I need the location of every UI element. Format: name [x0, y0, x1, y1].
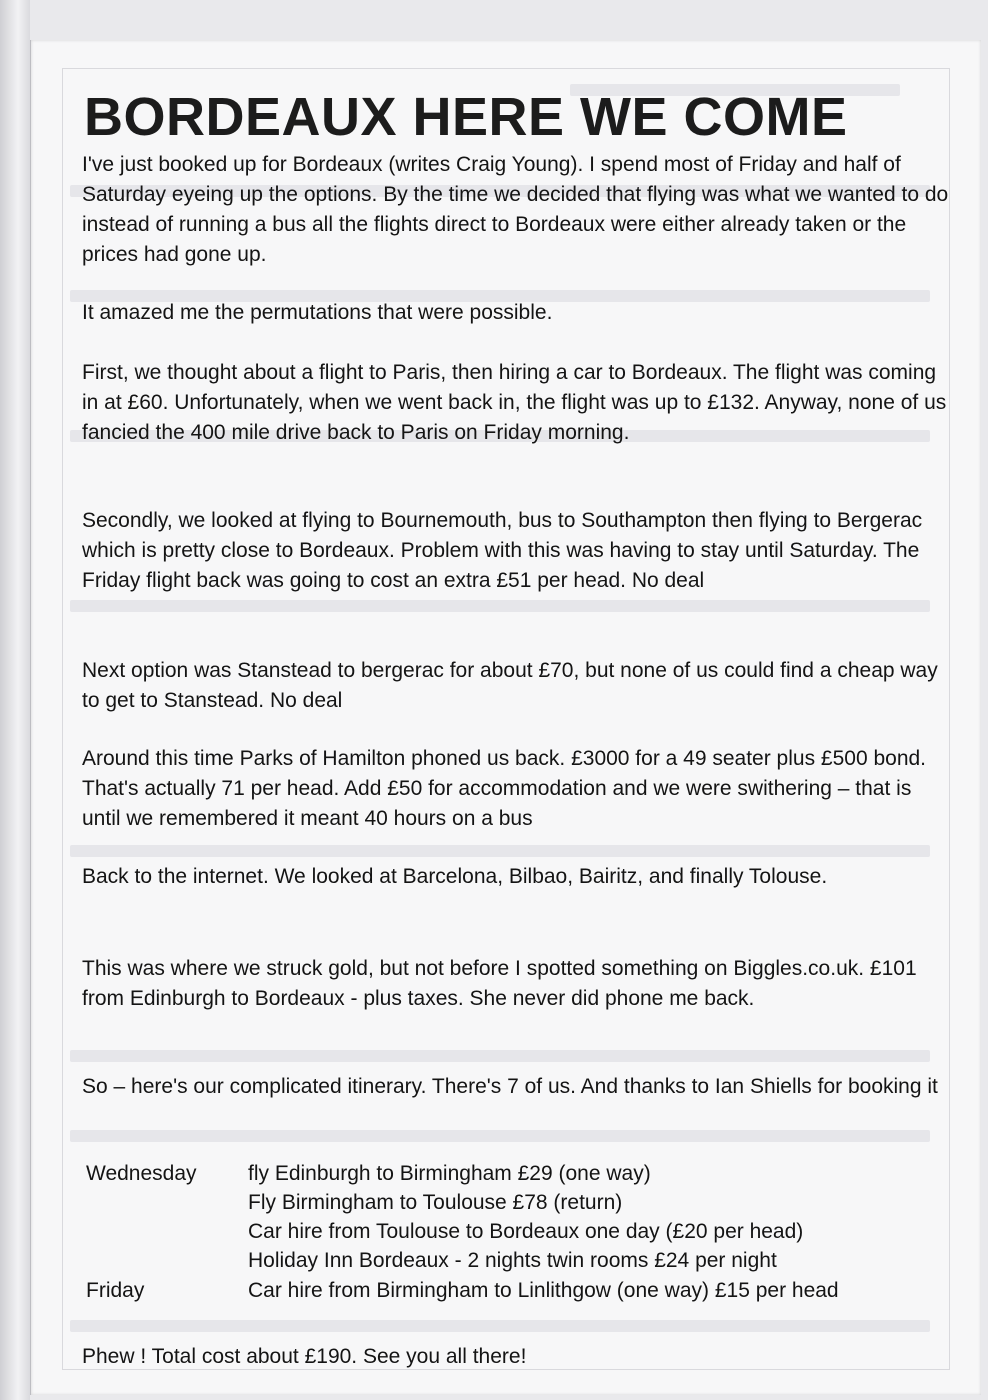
itinerary-row — [86, 1191, 956, 1221]
itinerary-row — [86, 1279, 956, 1309]
itinerary-item: Car hire from Toulouse to Bordeaux one day (£20 per head) — [248, 1220, 804, 1243]
article-title: BORDEAUX HERE WE COME — [84, 87, 848, 147]
paragraph-bergerac-option: Secondly, we looked at flying to Bournemouth, bus to Southampton then flying to Bergerac which is pretty close to Bordeaux. Problem with this was having to stay until Saturday. The Friday flight back was going to cost an extra £51 per head. No deal — [82, 509, 923, 592]
paragraph-paris-option: First, we thought about a flight to Paris, then hiring a car to Bordeaux. The flight was coming in at £60. Unfortunately, when we went back in, the flight was up to £132. Anyway, none of us fancied the 400 mile drive back to Paris on Friday morning. — [82, 361, 947, 444]
itinerary-day: Friday — [86, 1279, 145, 1302]
paragraph-biggles: This was where we struck gold, but not before I spotted something on Biggles.co.uk. £101 from Edinburgh to Bordeaux - plus taxes. She never did phone me back. — [82, 957, 917, 1010]
paragraph-intro: I've just booked up for Bordeaux (writes Craig Young). I spend most of Friday and half of Saturday eyeing up the options. By the time we decided that flying was what we wanted to do instead of running a bus all the flights direct to Bordeaux were either already taken or the prices had gone up. — [82, 153, 949, 266]
paragraph-internet: Back to the internet. We looked at Barcelona, Bilbao, Bairitz, and finally Tolouse. — [82, 865, 828, 888]
paragraph-stanstead-option: Next option was Stanstead to bergerac for about £70, but none of us could find a cheap way to get to Stanstead. No deal — [82, 659, 938, 712]
itinerary-row — [86, 1220, 956, 1250]
itinerary-day: Wednesday — [86, 1162, 197, 1185]
paragraph-bus-option: Around this time Parks of Hamilton phoned us back. £3000 for a 49 seater plus £500 bond. That's actually 71 per head. Add £50 for accommodation and we were swithering – that is until we remembered it meant 40 hours on a bus — [82, 747, 927, 830]
itinerary-row — [86, 1162, 956, 1192]
itinerary-item: Holiday Inn Bordeaux - 2 nights twin rooms £24 per night — [248, 1249, 777, 1272]
paragraph-itinerary-intro: So – here's our complicated itinerary. There's 7 of us. And thanks to Ian Shiells for booking it — [82, 1075, 938, 1098]
itinerary-item: Car hire from Birmingham to Linlithgow (one way) £15 per head — [248, 1279, 839, 1302]
itinerary-item: Fly Birmingham to Toulouse £78 (return) — [248, 1191, 623, 1214]
itinerary-item: fly Edinburgh to Birmingham £29 (one way) — [248, 1162, 651, 1185]
paragraph-permutations: It amazed me the permutations that were possible. — [82, 301, 553, 324]
itinerary-row — [86, 1249, 956, 1279]
closing-line: Phew ! Total cost about £190. See you all there! — [82, 1345, 527, 1368]
